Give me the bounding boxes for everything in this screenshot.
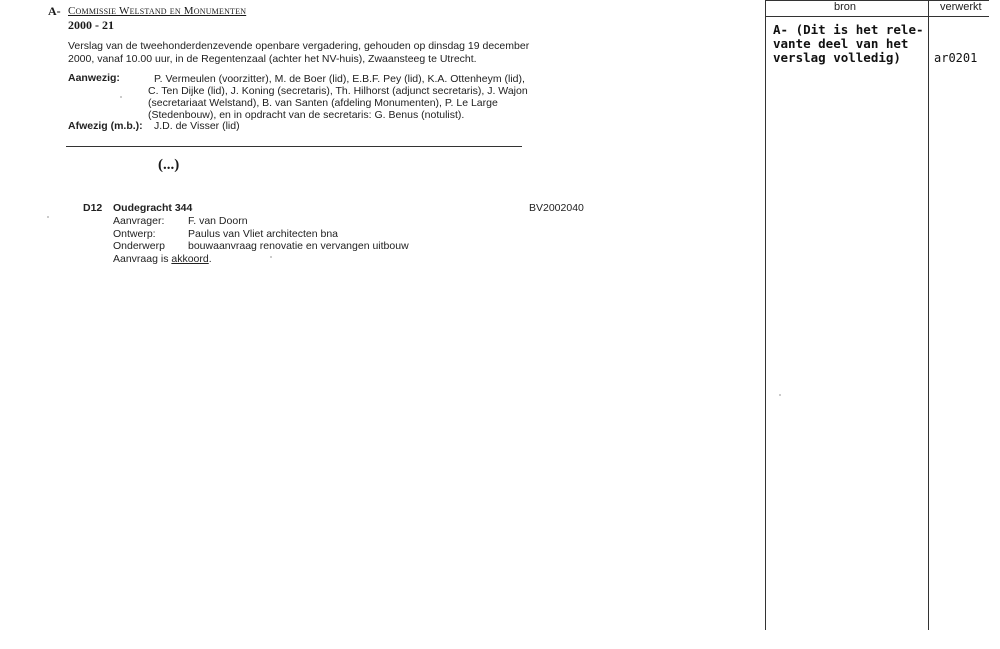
present-label: Aanwezig: xyxy=(68,72,120,84)
report-line-1: Verslag van de tweehonderdenzevende openbare vergadering, gehouden op dinsdag 19 december xyxy=(68,40,530,52)
present-line-1: P. Vermeulen (voorzitter), M. de Boer (lid), E.B.F. Pey (lid), K.A. Ottenheym (lid), xyxy=(154,73,525,85)
absent-label: Afwezig (m.b.): xyxy=(68,120,143,132)
scan-speck xyxy=(120,96,122,98)
source-note: A- (Dit is het rele- vante deel van het verslag volledig) xyxy=(773,22,924,65)
decision-value: akkoord xyxy=(171,253,209,265)
processed-code: ar0201 xyxy=(934,51,978,65)
decision-prefix: Aanvraag is xyxy=(113,253,169,265)
section-marker: A- xyxy=(48,4,61,18)
scan-speck xyxy=(779,394,781,396)
applicant-label: Aanvrager: xyxy=(113,215,165,227)
report-number: 2000 - 21 xyxy=(68,18,114,32)
report-line-2: 2000, vanaf 10.00 uur, in de Regentenzaal (achter het NV-huis), Zwaansteeg te Utrecht. xyxy=(68,53,477,65)
omission-marker: (...) xyxy=(158,157,180,173)
item-code: D12 xyxy=(83,202,103,214)
present-line-2: C. Ten Dijke (lid), J. Koning (secretaris), Th. Hilhorst (adjunct secretaris), J. Wajon xyxy=(148,85,528,97)
item-title: Oudegracht 344 xyxy=(113,202,193,214)
side-table-header-rule xyxy=(765,16,989,17)
side-table-column-divider xyxy=(928,0,929,630)
design-value: Paulus van Vliet architecten bna xyxy=(188,228,339,240)
subject-label: Onderwerp xyxy=(113,240,165,252)
item-reference: BV2002040 xyxy=(529,202,584,214)
present-line-3: (secretariaat Welstand), B. van Santen (afdeling Monumenten), P. Le Large xyxy=(148,97,498,109)
col-header-processed: verwerkt xyxy=(940,1,982,13)
decision-line xyxy=(113,253,212,265)
col-header-source: bron xyxy=(834,1,857,13)
committee-name: Commissie Welstand en Monumenten xyxy=(68,5,247,17)
absent-value: J.D. de Visser (lid) xyxy=(154,120,240,132)
present-line-4: (Stedenbouw), en in opdracht van de secretaris: G. Benus (notulist). xyxy=(148,109,465,121)
design-label: Ontwerp: xyxy=(113,228,156,240)
side-table-left-border xyxy=(765,0,766,630)
header-divider xyxy=(66,146,522,147)
decision-suffix: . xyxy=(208,253,212,265)
subject-value: bouwaanvraag renovatie en vervangen uitbouw xyxy=(188,240,409,252)
applicant-value: F. van Doorn xyxy=(188,215,248,227)
scan-speck xyxy=(270,256,272,258)
scan-speck xyxy=(47,216,49,218)
